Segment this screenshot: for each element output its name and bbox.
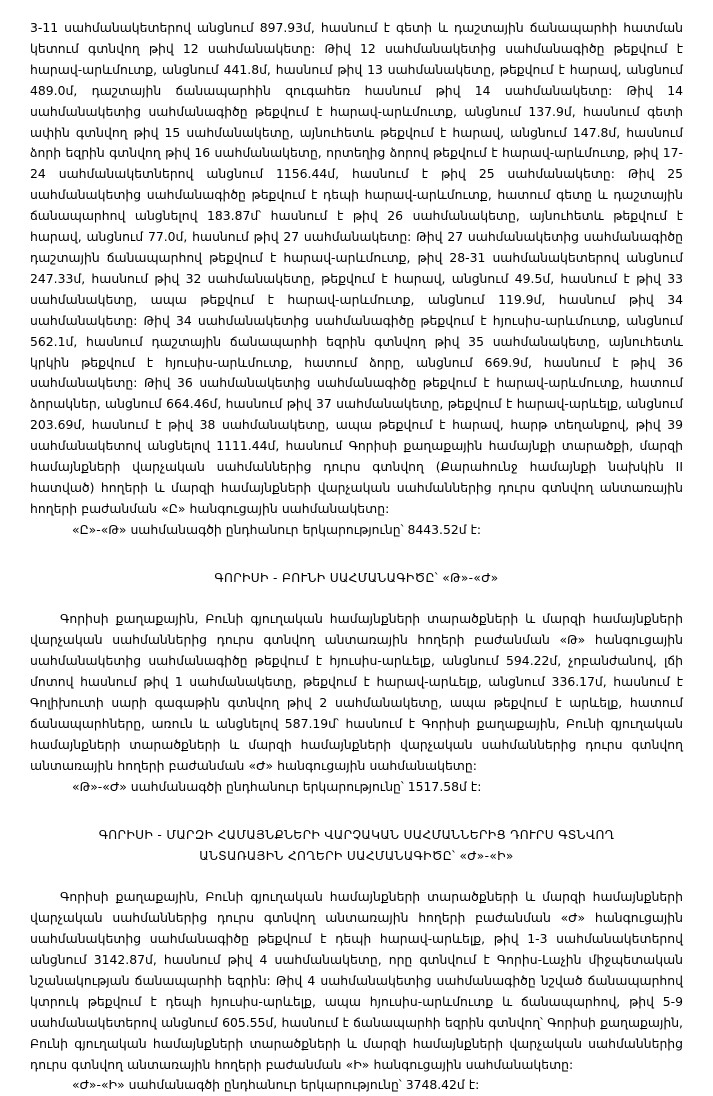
paragraph-section-1: Գորիսի քաղաքային, Բունի գյուղական համայնքների տարածքների և մարզի համայնքների վարչական սահմաններից դուրս գտնվող անտառային հողերի բաժանման «Թ» հանգուցային սահմանակետից սահմանագիծը թեքվում է հյուսիս-արևելք, անցնում 594.22մ, չոբանժանով, լճի մոտով հասնում թիվ 1 սահմանակետը, թեքվում է հարավ-արևելք, անցնում 336.17մ, հասնում է Գոլիխուտի սարի գագաթին գտնվող թիվ 2 սահմանակետը, ապա թեքվում է արևելք, հատում ճանապարհները, առուն և անցնելով 587.19մ՝ հասնում է Գորիսի քաղաքային, Բունի գյուղական համայնքների տարածքների և մարզի համայնքների վարչական սահմաններից դուրս գտնվող անտառային հողերի բաժանման «Ժ» հանգուցային սահմանակետը:	[30, 611, 683, 773]
paragraph-section-2: Գորիսի քաղաքային, Բունի գյուղական համայնքների տարածքների և մարզի համայնքների վարչական սահմաններից դուրս գտնվող անտառային հողերի բաժանման «Ժ» հանգուցային սահմանակետից սահմանագիծը թեքվում է դեպի հարավ-արևելք, թիվ 1-3 սահմանակետերով անցնում 3142.87մ, հասնում թիվ 4 սահմանակետը, որը գտնվում է Գորիս-Լաչին միջպետական նշանակության ճանապարհի եզրին: Թիվ 4 սահմանակետից սահմանագիծը նշված ճանապարհով կտրուկ թեքվում է դեպի հյուսիս-արևելք, ապա հյուսիս-արևմուտք և ճանապարհով, թիվ 5-9 սահմանակետերով անցնում 605.55մ, հասնում է ճանապարհի եզրին գտնվող՝ Գորիսի քաղաքային, Բունի գյուղական համայնքների տարածքների և մարզի համայնքների վարչական սահմաններից դուրս գտնվող անտառային հողերի բաժանման «Ի» հանգուցային սահմանակետը:	[30, 889, 683, 1072]
paragraph-continuation: 3-11 սահմանակետերով անցնում 897.93մ, հասնում է գետի և դաշտային ճանապարհի հատման կետում գտնվող թիվ 12 սահմանակետը: Թիվ 12 սահմանակետից սահմանագիծը թեքվում է հարավ-արևմուտք, անցնում 441.8մ, հասնում թիվ 13 սահմանակետը, թեքվում է հարավ, անցնում 489.0մ, դաշտային ճանապարհին զուգահեռ հասնում թիվ 14 սահմանակետը: Թիվ 14 սահմանակետից սահմանագիծը թեքվում է հարավ-արևմուտք, անցնում 137.9մ, հասնում գետի ափին գտնվող թիվ 15 սահմանակետը, այնուհետև թեքվում է հարավ, անցնում 147.8մ, հասնում ձորի եզրին գտնվող թիվ 16 սահմանակետը, որտեղից ձորով թեքվում է հարավ-արևմուտք, թիվ 17-24 սահմանակետներով անցնում 1156.44մ, հասնում է թիվ 25 սահմանակետը: Թիվ 25 սահմանակետից սահմանագիծը թեքվում է դեպի հարավ-արևմուտք, հատում գետը և դաշտային ճանապարհով անցնելով 183.87մ՝ հասնում է թիվ 26 սահմանակետը, այնուհետև թեքվում է հարավ, անցնում 77.0մ, հասնում թիվ 27 սահմանակետը: Թիվ 27 սահմանակետից սահմանագիծը դաշտային ճանապարհով թեքվում է հարավ-արևմուտք, թիվ 28-31 սահմանակետերով անցնում 247.33մ, հասնում թիվ 32 սահմանակետը, թեքվում է հարավ, անցնում 49.5մ, հասնում է թիվ 33 սահմանակետը, ապա թեքվում է հարավ-արևմուտք, անցնում 119.9մ, հասնում թիվ 34 սահմանակետը: Թիվ 34 սահմանակետից սահմանագիծը թեքվում է հյուսիս-արևմուտք, անցնում 562.1մ, հասնում դաշտային ճանապարհի եզրին գտնվող թիվ 35 սահմանակետը, այնուհետև կրկին թեքվում է հյուսիս-արևմուտք, հատում ձորը, անցնում 669.9մ, հասնում է թիվ 36 սահմանակետը: Թիվ 36 սահմանակետից սահմանագիծը թեքվում է հարավ-արևմուտք, հատում ձորակներ, անցնում 664.46մ, հասնում թիվ 37 սահմանակետը, թեքվում է հարավ-արևելք, անցնում 203.69մ, հասնում է թիվ 38 սահմանակետը, ապա թեքվում է հարավ, հարթ տեղանքով, թիվ 39 սահմանակետով անցնելով 1111.44մ, հասնում Գորիսի քաղաքային համայնքի տարածքի, մարզի համայնքների վարչական սահմաններից դուրս գտնվող (Քարահունջ համայնքի նախկին II հատված) հողերի և մարզի համայնքների վարչական սահմաններից դուրս գտնվող անտառային հողերի բաժանման «Ը» հանգուցային սահմանակետը:	[30, 20, 683, 516]
spacer	[30, 589, 683, 610]
summary-line-2: «Թ»-«Ժ» սահմանագծի ընդհանուր երկարությունը՝ 1517.58մ է:	[72, 778, 482, 794]
spacer	[30, 798, 683, 825]
spacer	[30, 866, 683, 887]
summary-line-3: «Ժ»-«Ի» սահմանագծի ընդհանուր երկարությունը՝ 3748.42մ է:	[72, 1077, 480, 1093]
section-heading-2-line-2: ԱՆՏԱՌԱՅԻՆ ՀՈՂԵՐԻ ՍԱՀՄԱՆԱԳԻԾԸ՝ «Ժ»-«Ի»	[199, 848, 514, 863]
section-heading-2-line-1: ԳՈՐԻՍԻ - ՄԱՐԶԻ ՀԱՄԱՅՆՔՆԵՐԻ ՎԱՐՉԱԿԱՆ ՍԱՀՄԱՆՆԵՐԻՑ ԴՈՒՐՍ ԳՏՆՎՈՂ	[98, 827, 615, 842]
section-heading-1: ԳՈՐԻՍԻ - ԲՈՒՆԻ ՍԱՀՄԱՆԱԳԻԾԸ՝ «Թ»-«Ժ»	[214, 570, 499, 585]
spacer	[30, 541, 683, 568]
summary-line-1: «Ը»-«Թ» սահմանագծի ընդհանուր երկարությունը՝ 8443.52մ է:	[72, 521, 482, 537]
